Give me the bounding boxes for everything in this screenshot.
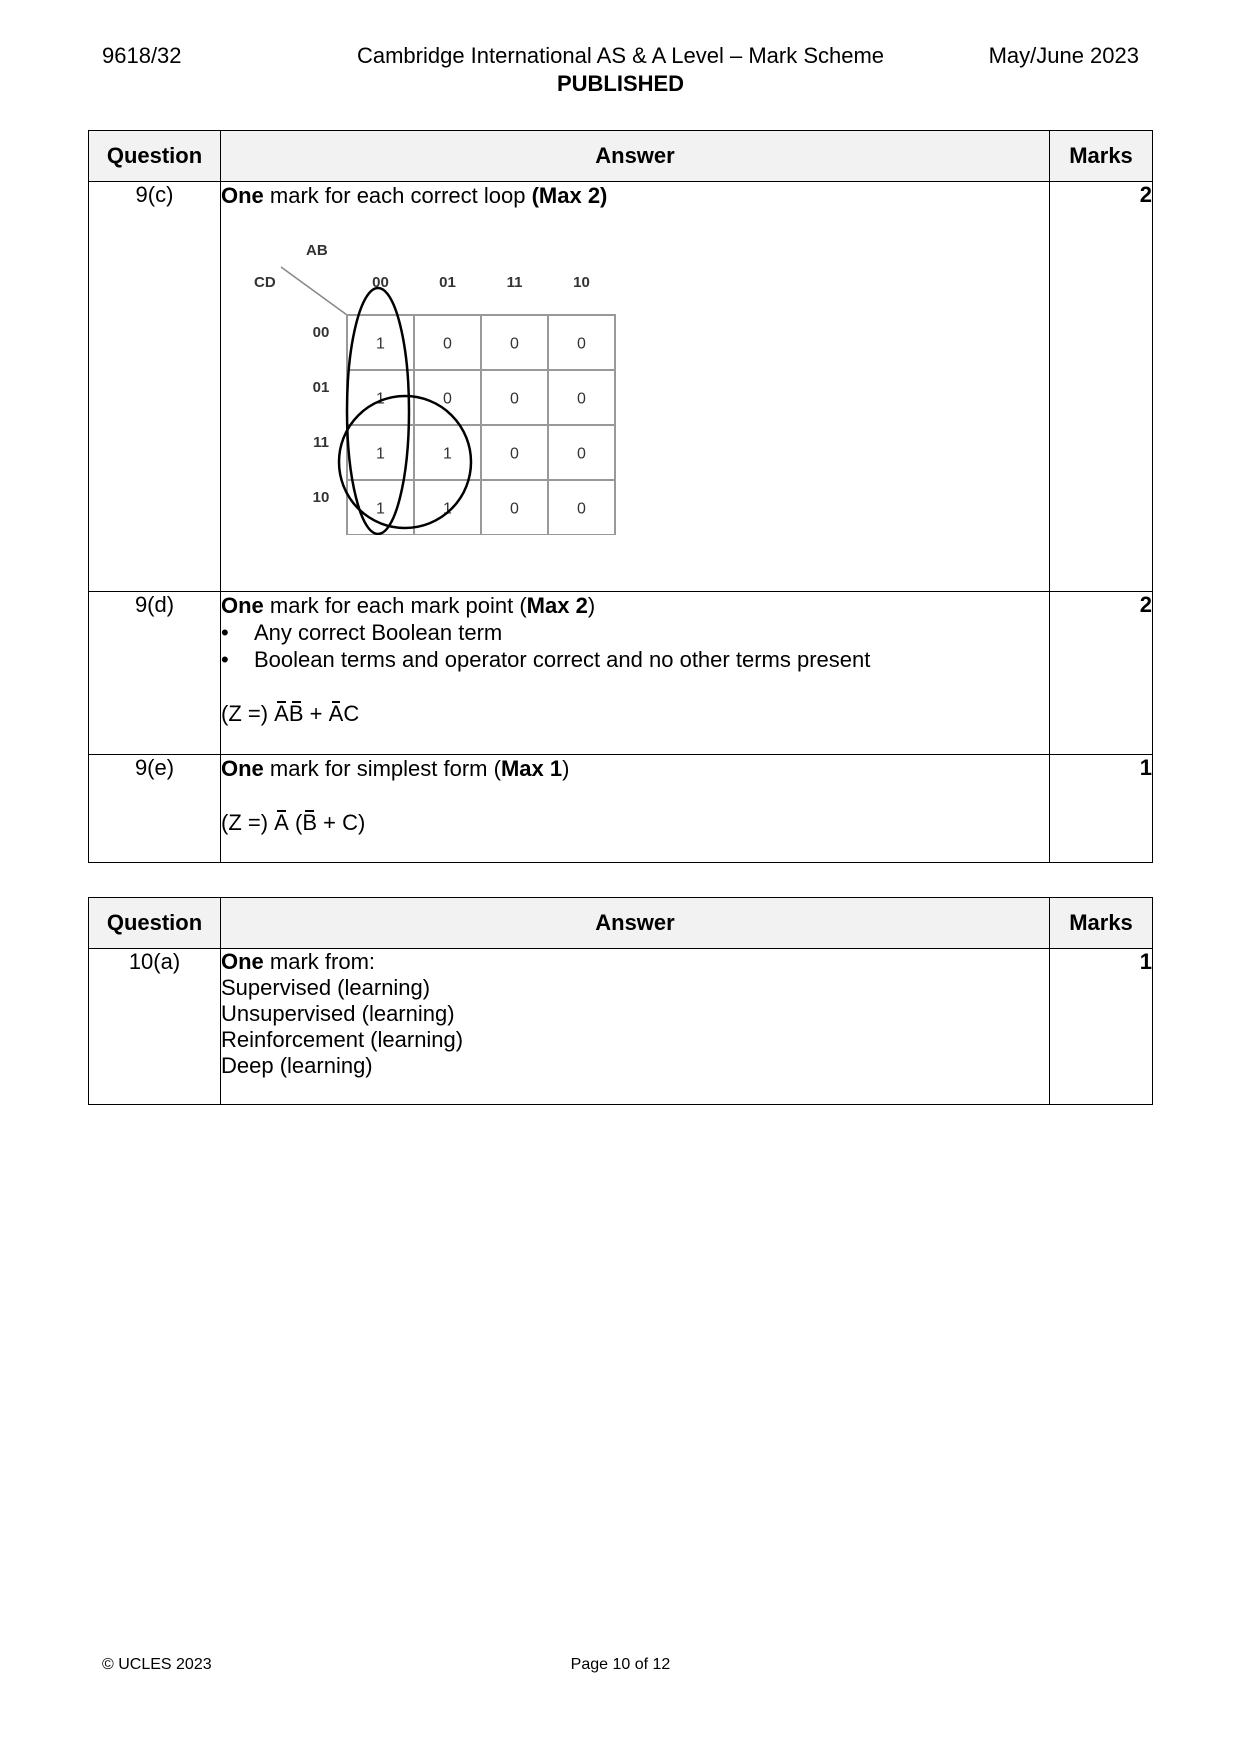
kmap-row-header: 00 (312, 324, 330, 341)
table-row (89, 755, 1153, 863)
kmap-col-header: 00 (372, 274, 389, 291)
marks-value: 1 (1050, 755, 1153, 863)
expr-term-overlined: A (328, 701, 344, 726)
col-question-header: Question (89, 898, 221, 949)
boolean-expression (221, 700, 1049, 727)
answer-max: Max 1 (500, 756, 563, 781)
kmap-cell-value: 1 (376, 445, 385, 463)
exam-session: May/June 2023 (988, 43, 1139, 68)
expr-rest: + C) (317, 810, 366, 835)
kmap-corner-top: AB (306, 242, 328, 259)
expr-term-overlined: A (274, 810, 289, 835)
kmap-cell-value: 1 (376, 390, 385, 408)
paper-code: 9618/32 (102, 43, 182, 68)
col-answer-header: Answer (221, 131, 1050, 182)
kmap-cell-value: 0 (510, 335, 519, 353)
answer-instruction (221, 182, 1049, 209)
kmap-row-header: 01 (312, 379, 330, 396)
list-item (221, 619, 1049, 646)
answer-cell (221, 755, 1050, 863)
kmap-cell-value: 0 (577, 335, 586, 353)
answer-instruction (221, 592, 1049, 619)
mark-scheme-table-1 (88, 130, 1153, 863)
answer-max: (Max 2) (531, 183, 608, 208)
expr-prefix: (Z =) (221, 810, 275, 835)
boolean-expression (221, 809, 1049, 836)
kmap-cell-value: 0 (443, 390, 452, 408)
answer-text: mark for simplest form ( (263, 756, 501, 781)
kmap-cell-value: 0 (510, 390, 519, 408)
kmap-col-header: 11 (506, 274, 523, 291)
kmap-cell-value: 0 (577, 445, 586, 463)
expr-term: C (343, 701, 360, 726)
question-number: 9(c) (89, 182, 221, 592)
marks-value: 2 (1050, 592, 1153, 755)
table-row (89, 592, 1153, 755)
answer-close: ) (587, 593, 596, 618)
kmap-row-header: 11 (313, 434, 329, 451)
answer-instruction (221, 755, 1049, 782)
kmap-cell-value: 1 (376, 335, 385, 353)
answer-cell (221, 592, 1050, 755)
answer-text: mark for each mark point ( (263, 593, 527, 618)
table-header-row (89, 898, 1153, 949)
expr-term-overlined: B (302, 810, 317, 835)
marks-value: 1 (1050, 949, 1153, 1105)
page-number: Page 10 of 12 (570, 1656, 671, 1673)
list-item (221, 646, 1049, 673)
answer-close: ) (562, 756, 570, 781)
kmap-corner-left: CD (254, 274, 276, 291)
document-title: Cambridge International AS & A Level – Mark Scheme (356, 43, 885, 68)
kmap-diagonal (281, 267, 347, 315)
col-marks-header: Marks (1050, 131, 1153, 182)
bullet-text: Any correct Boolean term (254, 620, 503, 645)
kmap-cell-value: 1 (443, 500, 452, 518)
answer-cell (221, 949, 1050, 1105)
kmap-cell-value: 1 (376, 500, 385, 518)
bullet-icon: • (221, 620, 229, 645)
table-row (89, 949, 1153, 1105)
karnaugh-map (221, 215, 621, 535)
table-header-row (89, 131, 1153, 182)
bullet-icon: • (221, 647, 229, 672)
kmap-cell-value: 1 (443, 445, 452, 463)
kmap-row-header: 10 (312, 489, 330, 506)
answer-text: mark for each correct loop (263, 183, 532, 208)
kmap-col-header: 01 (439, 274, 456, 291)
list-item: Unsupervised (learning) (221, 1001, 455, 1026)
answer-text: mark from: (263, 949, 376, 974)
answer-max: Max 2 (526, 593, 588, 618)
expr-prefix: (Z =) (221, 701, 275, 726)
list-item: Supervised (learning) (221, 975, 431, 1000)
kmap-col-header: 10 (573, 274, 590, 291)
answer-cell (221, 182, 1050, 592)
expr-bracket: ( (288, 810, 303, 835)
col-marks-header: Marks (1050, 898, 1153, 949)
table-row (89, 182, 1153, 592)
answer-bold: One (221, 593, 264, 618)
kmap-cell-value: 0 (443, 335, 452, 353)
expr-operator: + (303, 701, 329, 726)
mark-scheme-table-2 (88, 897, 1153, 1105)
question-number: 9(d) (89, 592, 221, 755)
col-answer-header: Answer (221, 898, 1050, 949)
col-question-header: Question (89, 131, 221, 182)
bullet-text: Boolean terms and operator correct and no other terms present (254, 647, 871, 672)
kmap-cell-value: 0 (577, 390, 586, 408)
status-label: PUBLISHED (556, 71, 685, 96)
list-item: Deep (learning) (221, 1053, 373, 1078)
question-number: 10(a) (89, 949, 221, 1105)
answer-bold: One (221, 949, 264, 974)
kmap-cell-value: 0 (510, 500, 519, 518)
marks-value: 2 (1050, 182, 1153, 592)
copyright: © UCLES 2023 (102, 1656, 212, 1673)
answer-bold: One (221, 756, 264, 781)
kmap-cell-value: 0 (510, 445, 519, 463)
answer-bold: One (221, 183, 264, 208)
list-item: Reinforcement (learning) (221, 1027, 464, 1052)
question-number: 9(e) (89, 755, 221, 863)
kmap-cell-value: 0 (577, 500, 586, 518)
expr-term-overlined: B (288, 701, 304, 726)
answer-instruction (221, 949, 1049, 975)
expr-term-overlined: A (274, 701, 289, 726)
